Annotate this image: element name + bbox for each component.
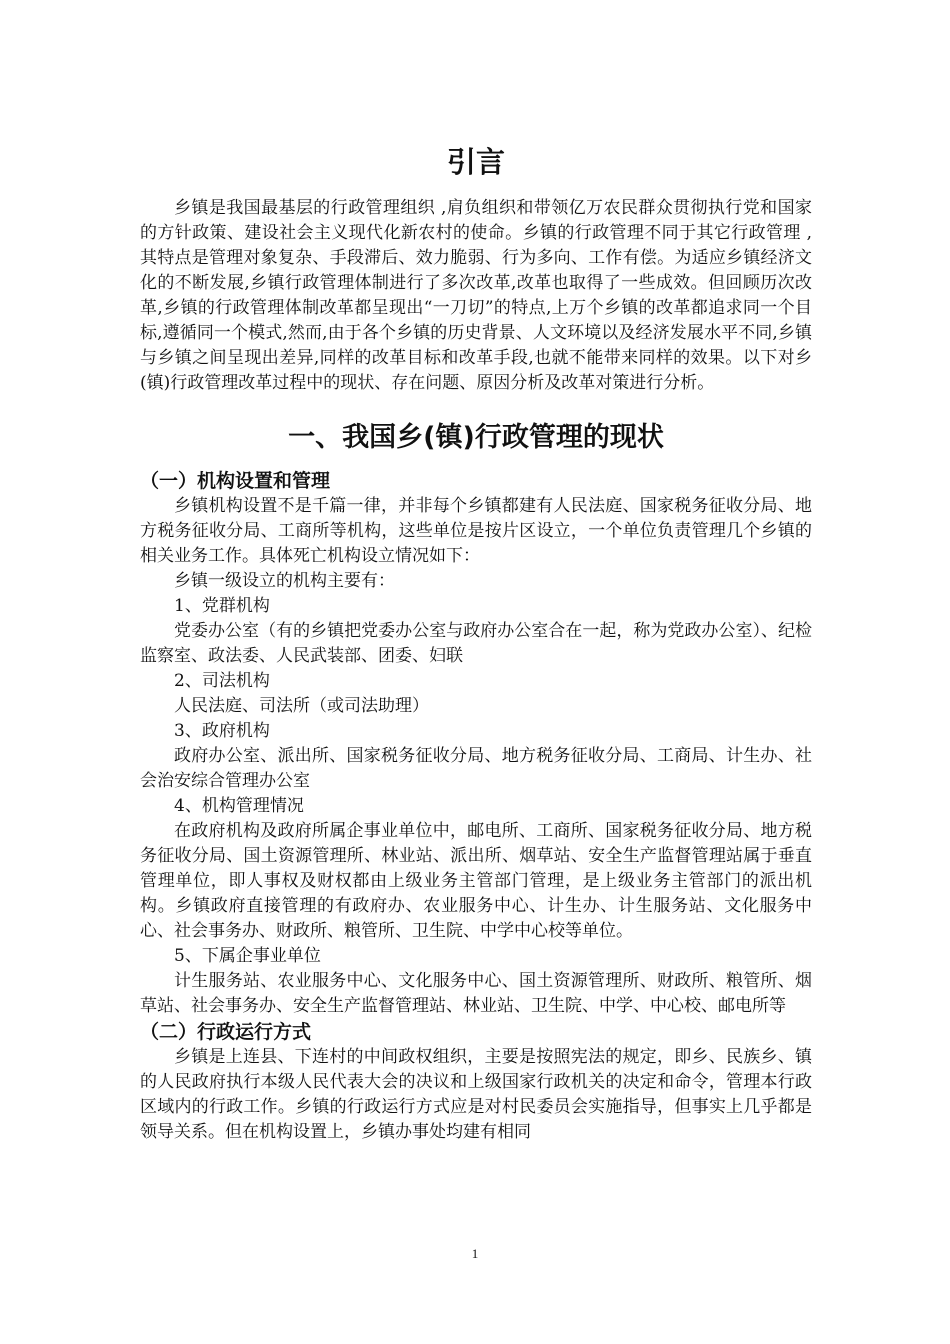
list-item-text-5: 计生服务站、农业服务中心、文化服务中心、国土资源管理所、财政所、粮管所、烟草站、社会事务办、安全生产监督管理站、林业站、卫生院、中学、中心校、邮电所等 bbox=[140, 971, 812, 1016]
list-item-text-2: 人民法庭、司法所（或司法助理） bbox=[174, 696, 429, 716]
list-item-label-4: 4、机构管理情况 bbox=[174, 796, 304, 816]
section-heading-1: （一）机构设置和管理 bbox=[140, 470, 331, 492]
section1-paragraph-2: 乡镇一级设立的机构主要有： bbox=[174, 571, 395, 591]
list-item-label-3: 3、政府机构 bbox=[174, 721, 270, 741]
list-item-text-4: 在政府机构及政府所属企事业单位中，邮电所、工商所、国家税务征收分局、地方税务征收分局、国土资源管理所、林业站、派出所、烟草站、安全生产监督管理站属于垂直管理单位，即人事权及财权都由上级业务主管部门管理，是上级业务主管部门的派出机构。乡镇政府直接管理的有政府办、农业服务中心、计生办、计生服务站、文化服务中心、社会事务办、财政所、粮管所、卫生院、中学中心校等单位。 bbox=[140, 821, 812, 941]
chapter-title: 一、我国乡(镇)行政管理的现状 bbox=[288, 422, 664, 453]
section-heading-2: （二）行政运行方式 bbox=[140, 1021, 312, 1043]
section1-paragraph-1: 乡镇机构设置不是千篇一律，并非每个乡镇都建有人民法庭、国家税务征收分局、地方税务征收分局、工商所等机构，这些单位是按片区设立，一个单位负责管理几个乡镇的相关业务工作。具体死亡机构设立情况如下： bbox=[140, 496, 812, 566]
intro-paragraph: 乡镇是我国最基层的行政管理组织 ,肩负组织和带领亿万农民群众贯彻执行党和国家的方针政策、建设社会主义现代化新农村的使命。乡镇的行政管理不同于其它行政管理 ,其特点是管理对象复杂、手段滞后、效力脆弱、行为多向、工作有偿。为适应乡镇经济文化的不断发展,乡镇行政管理体制进行了多次改革,改革也取得了一些成效。但回顾历次改革,乡镇的行政管理体制改革都呈现出“一刀切”的特点,上万个乡镇的改革都追求同一个目标,遵循同一个模式,然而,由于各个乡镇的历史背景、人文环境以及经济发展水平不同,乡镇与乡镇之间呈现出差异,同样的改革目标和改革手段,也就不能带来同样的效果。以下对乡(镇)行政管理改革过程中的现状、存在问题、原因分析及改革对策进行分析。 bbox=[140, 198, 812, 393]
page-content bbox=[140, 140, 812, 1145]
list-item-text-3: 政府办公室、派出所、国家税务征收分局、地方税务征收分局、工商局、计生办、社会治安综合管理办公室 bbox=[140, 746, 812, 791]
list-item-label-1: 1、党群机构 bbox=[174, 596, 270, 616]
list-item-label-2: 2、司法机构 bbox=[174, 671, 270, 691]
list-item-text-1: 党委办公室（有的乡镇把党委办公室与政府办公室合在一起，称为党政办公室）、纪检监察室、政法委、人民武装部、团委、妇联 bbox=[140, 621, 812, 666]
intro-title: 引言 bbox=[446, 145, 505, 179]
list-item-label-5: 5、下属企事业单位 bbox=[174, 946, 321, 966]
section2-paragraph-1: 乡镇是上连县、下连村的中间政权组织，主要是按照宪法的规定，即乡、民族乡、镇的人民政府执行本级人民代表大会的决议和上级国家行政机关的决定和命令，管理本行政区域内的行政工作。乡镇的行政运行方式应是对村民委员会实施指导，但事实上几乎都是领导关系。但在机构设置上，乡镇办事处均建有相同 bbox=[140, 1047, 812, 1142]
page-number: 1 bbox=[471, 1246, 479, 1261]
